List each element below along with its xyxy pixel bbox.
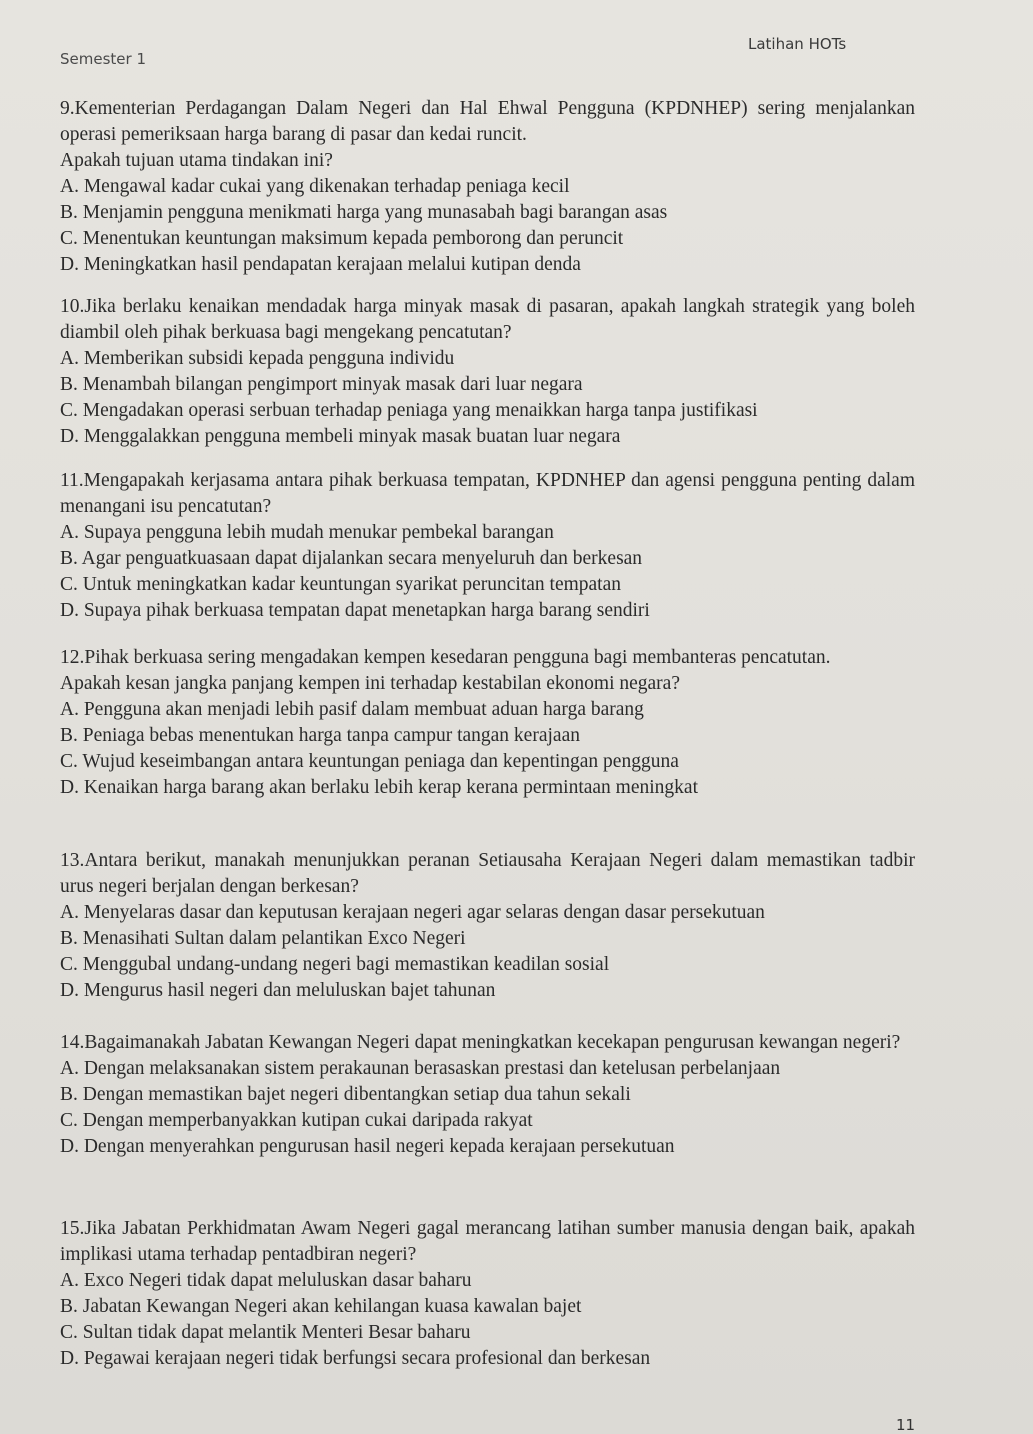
option-a: A. Supaya pengguna lebih mudah menukar pembekal barangan bbox=[60, 522, 554, 543]
option-b: B. Menasihati Sultan dalam pelantikan Exco Negeri bbox=[60, 928, 466, 949]
question-prompt: Apakah tujuan utama tindakan ini? bbox=[60, 150, 333, 171]
option-b: B. Menjamin pengguna menikmati harga yang munasabah bagi barangan asas bbox=[60, 202, 668, 223]
option-a: A. Dengan melaksanakan sistem perakaunan berasaskan prestasi dan ketelusan perbelanjaan bbox=[60, 1058, 781, 1079]
semester-label: Semester 1 bbox=[60, 50, 146, 68]
page-number: 11 bbox=[896, 1416, 916, 1434]
option-d: D. Mengurus hasil negeri dan meluluskan bajet tahunan bbox=[60, 980, 496, 1001]
option-c: C. Dengan memperbanyakkan kutipan cukai daripada rakyat bbox=[60, 1110, 533, 1131]
option-b: B. Dengan memastikan bajet negeri dibentangkan setiap dua tahun sekali bbox=[60, 1084, 631, 1105]
option-d: D. Pegawai kerajaan negeri tidak berfungsi secara profesional dan berkesan bbox=[60, 1348, 651, 1369]
question-12 bbox=[60, 645, 915, 801]
question-10 bbox=[60, 294, 915, 450]
question-stem: 12.Pihak berkuasa sering mengadakan kempen kesedaran pengguna bagi membanteras pencatutan. bbox=[60, 647, 831, 668]
question-9 bbox=[60, 96, 915, 278]
question-stem: 14.Bagaimanakah Jabatan Kewangan Negeri dapat meningkatkan kecekapan pengurusan kewangan negeri? bbox=[60, 1032, 901, 1053]
option-d: D. Kenaikan harga barang akan berlaku lebih kerap kerana permintaan meningkat bbox=[60, 777, 698, 798]
option-a: A. Menyelaras dasar dan keputusan kerajaan negeri agar selaras dengan dasar persekutuan bbox=[60, 902, 765, 923]
option-b: B. Menambah bilangan pengimport minyak masak dari luar negara bbox=[60, 374, 583, 395]
option-c: C. Menentukan keuntungan maksimum kepada pemborong dan peruncit bbox=[60, 228, 624, 249]
option-b: B. Agar penguatkuasaan dapat dijalankan secara menyeluruh dan berkesan bbox=[60, 548, 643, 569]
question-13 bbox=[60, 848, 915, 1004]
option-a: A. Exco Negeri tidak dapat meluluskan dasar baharu bbox=[60, 1270, 472, 1291]
question-stem: 11.Mengapakah kerjasama antara pihak berkuasa tempatan, KPDNHEP dan agensi pengguna penting dalam menangani isu pencatutan? bbox=[60, 470, 915, 517]
question-stem: 10.Jika berlaku kenaikan mendadak harga minyak masak di pasaran, apakah langkah strategik yang boleh diambil oleh pihak berkuasa bagi mengekang pencatutan? bbox=[60, 296, 915, 343]
option-a: A. Mengawal kadar cukai yang dikenakan terhadap peniaga kecil bbox=[60, 176, 570, 197]
option-a: A. Memberikan subsidi kepada pengguna individu bbox=[60, 348, 455, 369]
question-11 bbox=[60, 468, 915, 624]
option-a: A. Pengguna akan menjadi lebih pasif dalam membuat aduan harga barang bbox=[60, 699, 644, 720]
question-stem: 15.Jika Jabatan Perkhidmatan Awam Negeri gagal merancang latihan sumber manusia dengan baik, apakah implikasi utama terhadap pentadbiran negeri? bbox=[60, 1218, 915, 1265]
header-title: Latihan HOTs bbox=[748, 35, 847, 53]
option-d: D. Menggalakkan pengguna membeli minyak masak buatan luar negara bbox=[60, 426, 621, 447]
option-d: D. Dengan menyerahkan pengurusan hasil negeri kepada kerajaan persekutuan bbox=[60, 1136, 675, 1157]
option-c: C. Untuk meningkatkan kadar keuntungan syarikat peruncitan tempatan bbox=[60, 574, 621, 595]
option-c: C. Mengadakan operasi serbuan terhadap peniaga yang menaikkan harga tanpa justifikasi bbox=[60, 400, 758, 421]
option-c: C. Wujud keseimbangan antara keuntungan peniaga dan kepentingan pengguna bbox=[60, 751, 679, 772]
option-c: C. Sultan tidak dapat melantik Menteri Besar baharu bbox=[60, 1322, 471, 1343]
option-c: C. Menggubal undang-undang negeri bagi memastikan keadilan sosial bbox=[60, 954, 610, 975]
question-stem: 9.Kementerian Perdagangan Dalam Negeri dan Hal Ehwal Pengguna (KPDNHEP) sering menjalankan operasi pemeriksaan harga barang di pasar dan kedai runcit. bbox=[60, 98, 915, 145]
option-b: B. Peniaga bebas menentukan harga tanpa campur tangan kerajaan bbox=[60, 725, 580, 746]
option-d: D. Supaya pihak berkuasa tempatan dapat menetapkan harga barang sendiri bbox=[60, 600, 650, 621]
question-stem: 13.Antara berikut, manakah menunjukkan peranan Setiausaha Kerajaan Negeri dalam memastikan tadbir urus negeri berjalan dengan berkesan? bbox=[60, 850, 915, 897]
question-prompt: Apakah kesan jangka panjang kempen ini terhadap kestabilan ekonomi negara? bbox=[60, 673, 680, 694]
option-b: B. Jabatan Kewangan Negeri akan kehilangan kuasa kawalan bajet bbox=[60, 1296, 582, 1317]
question-15 bbox=[60, 1216, 915, 1372]
option-d: D. Meningkatkan hasil pendapatan kerajaan melalui kutipan denda bbox=[60, 254, 581, 275]
question-14 bbox=[60, 1030, 915, 1160]
